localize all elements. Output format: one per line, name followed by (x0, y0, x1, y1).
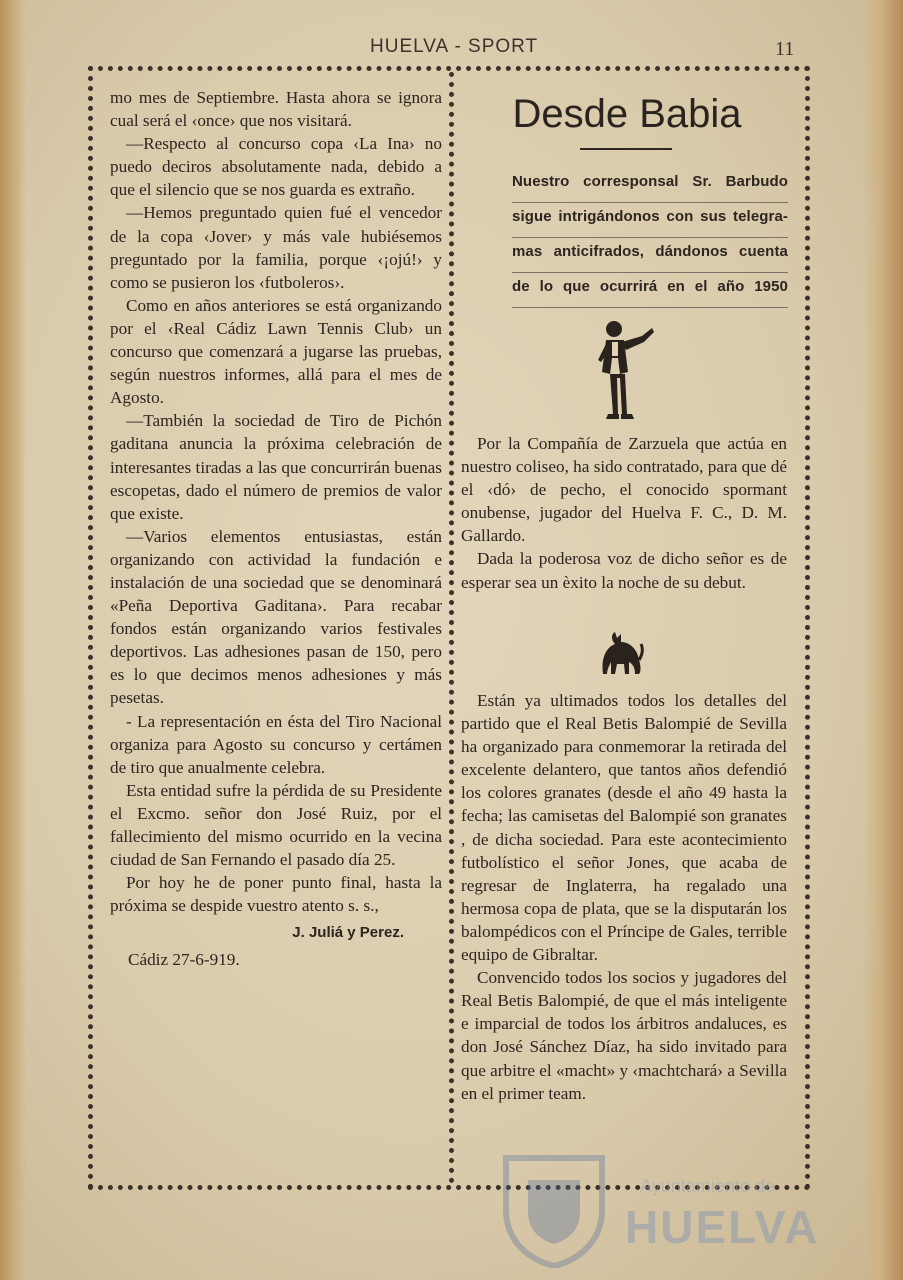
paragraph: —Respecto al concurso copa ‹La Ina› no puedo deciros absolutamente nada, debido a que el silencio que se nos guarda es extraño. (110, 134, 442, 200)
left-column (110, 86, 442, 972)
paragraph: Están ya ultimados todos los detalles del partido que el Real Betis Balompié de Sevilla ha organizado para conmemorar la retirada del excelente delantero, que tantos años defendió los colores granates (desde el año 49 hasta la fecha; las camisetas del Balompié son granates , de dicha sociedad. Para este acontecimiento futbolístico el señor Jones, que acaba de regresar de Inglaterra, ha regalado una hermosa copa de plata, que se la disputarán los balompédicos con el Príncipe de Gales, terrible equipo de Gibraltar. (461, 691, 787, 965)
singer-figure-illustration (590, 318, 660, 431)
paragraph: Convencido todos los socios y jugadores del Real Betis Balompié, de que el más inteligente e imparcial de todos los árbitros andaluces, es don José Sánchez Díaz, ha sido invitado para que arbitre el «macht» y ‹machtchará› a Sevilla en el primer team. (461, 968, 787, 1103)
right-column-part1 (461, 432, 787, 594)
paragraph: —Hemos preguntado quien fué el vencedor de la copa ‹Jover› y más vale hubiésemos preguntado por la familia, porque ‹¡ojú!› y como se pusieron los ‹futboleros›. (110, 203, 442, 292)
intro-block (512, 168, 788, 308)
paragraph: - La representación en ésta del Tiro Nacional organiza para Agosto su concurso y certámen de tiro que anualmente celebra. (110, 711, 442, 777)
column-divider (449, 72, 454, 1184)
intro-line: mas anticifrados, dándonos cuenta (512, 238, 788, 273)
place-date: Cádiz 27-6-919. (128, 950, 240, 970)
intro-line: Nuestro corresponsal Sr. Barbudo (512, 168, 788, 203)
page-edge-left (0, 0, 26, 1280)
watermark-logo-text: HUELVA (625, 1201, 820, 1253)
paragraph: Por hoy he de poner punto final, hasta la próxima se despide vuestro atento s. s., (110, 873, 442, 916)
signature: J. Juliá y Perez. (292, 924, 404, 942)
intro-line: de lo que ocurrirá en el año 1950 (512, 273, 788, 308)
page-number: 11 (775, 38, 795, 60)
watermark-subtitle: Ayuntamiento de (640, 1176, 775, 1196)
running-title: HUELVA - SPORT (370, 36, 539, 57)
intro-line: sigue intrigándonos con sus telegra- (512, 203, 788, 238)
paragraph: —Varios elementos entusiastas, están organizando con actividad la fundación e instalación de una sociedad que se denominará «Peña Deportiva Gaditana›. Para recabar fondos están organizando varios festivales deportivos. Las adhesiones pasan de 150, pero es lo que decimos menos adhesiones y más pesetas. (110, 526, 442, 708)
paragraph: Como en años anteriores se está organizando por el ‹Real Cádiz Lawn Tennis Club› un concurso que comenzará a jugarse las pruebas, según nuestros informes, allá para el mes de Agosto. (110, 295, 442, 408)
title-underline (580, 148, 672, 150)
page-edge-right (863, 0, 903, 1280)
right-column-part2 (461, 689, 787, 1105)
paragraph: Por la Compañía de Zarzuela que actúa en nuestro coliseo, ha sido contratado, para que dé el ‹dó› de pecho, el conocido spormant onubense, jugador del Huelva F. C., D. M. Gallardo. (461, 434, 787, 546)
article-title: Desde Babia (512, 92, 742, 136)
paragraph: Esta entidad sufre la pérdida de su Presidente el Excmo. señor don José Ruiz, por el fallecimiento del mismo ocurrido en la vecina ciudad de San Fernando el pasado día 25. (110, 780, 442, 870)
paragraph: —También la sociedad de Tiro de Pichón gaditana anuncia la próxima celebración de interesantes tiradas a las que concurrirán buenas escopetas, dado el número de premios de valor que existe. (110, 411, 442, 523)
archive-seal-stamp (498, 1150, 610, 1268)
paragraph: mo mes de Septiembre. Hasta ahora se ignora cual será el ‹once› que nos visitará. (110, 88, 442, 131)
black-cat-ornament (597, 630, 645, 683)
paragraph: Dada la poderosa voz de dicho señor es de esperar sea un èxito la noche de su debut. (461, 549, 787, 592)
